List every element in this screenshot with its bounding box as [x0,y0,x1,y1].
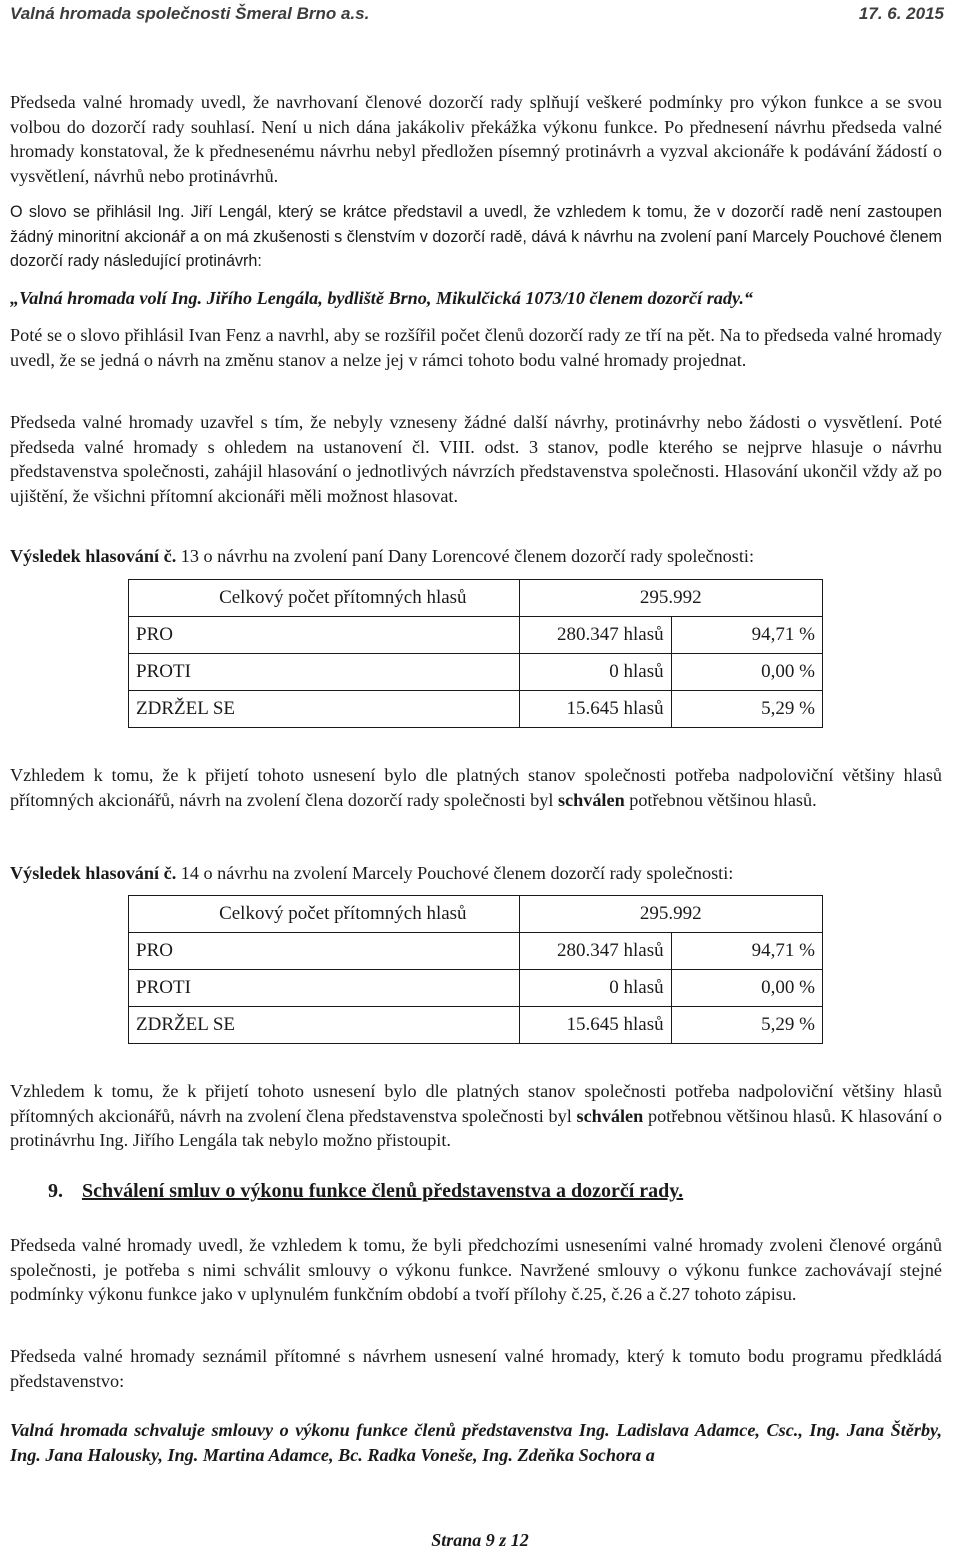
document-header-date: 17. 6. 2015 [858,4,944,23]
vote-13-result-end: potřebnou většinou hlasů. [624,789,817,810]
section-number: 9. [48,1180,63,1202]
vote-label: PROTI [129,970,520,1007]
table-row [129,617,823,654]
table-row [129,580,823,617]
paragraph-candidates-conditions: Předseda valné hromady uvedl, že navrhovaní členové dozorčí rady splňují veškeré podmínky pro výkon funkce a se svou volbou do dozorčí rady souhlasí. Není u nich dána jakákoliv překážka výkonu funkce. Po přednesení návrhu předseda valné hromady konstatoval, že k přednesenému návrhu nebyl předložen písemný protinávrh a vyzval akcionáře k podávání žádostí o vysvětlení, návrhů nebo protinávrhů. [10,92,942,186]
vote-14-result-text: Vzhledem k tomu, že k přijetí tohoto usnesení bylo dle platných stanov společnosti potřeba nadpoloviční většiny hlasů přítomných akcionářů, návrh na zvolení člena představenstva společnosti byl [10,1081,942,1126]
section-heading [48,1180,683,1203]
vote-14-heading [10,861,942,886]
section-title: Schválení smluv o výkonu funkce členů představenstva a dozorčí rady. [82,1180,684,1202]
paragraph-fenz-proposal: Poté se o slovo přihlásil Ivan Fenz a navrhl, aby se rozšířil počet členů dozorčí rady ze tří na pět. Na to předseda valné hromady uvedl, že se jedná o návrh na změnu stanov a nelze jej v rámci tohoto bodu valné hromady projednat. [10,325,942,370]
vote-13-heading [10,544,942,569]
vote-percent: 94,71 % [671,617,822,654]
vote-13-heading-lead: Výsledek hlasování č. [10,546,177,566]
paragraph-vote-14-result [10,1079,942,1153]
vote-percent: 5,29 % [671,691,822,728]
paragraph-contracts-intro: Předseda valné hromady uvedl, že vzhledem k tomu, že byli předchozími usneseními valné hromady zvoleni členové orgánů společnosti, je potřeba s nimi schválit smlouvy o výkonu funkce. Navržené smlouvy o výkonu funkce zachovávají stejné podmínky výkonu funkce jako v uplynulém funkčním období a tvoří přílohy č.25, č.26 a č.27 tohoto zápisu. [10,1235,942,1304]
vote-count: 0 hlasů [519,654,671,691]
vote-count: 280.347 hlasů [519,617,671,654]
vote-label: PROTI [129,654,520,691]
page-number: Strana 9 z 12 [431,1530,529,1550]
vote-13-result-text: Vzhledem k tomu, že k přijetí tohoto usnesení bylo dle platných stanov společnosti potřeba nadpoloviční většiny hlasů přítomných akcionářů, návrh na zvolení člena dozorčí rady společnosti byl [10,765,942,810]
table-row [129,896,823,933]
document-header-title: Valná hromada společnosti Šmeral Brno a.s. [10,4,370,23]
vote-label: PRO [129,617,520,654]
total-votes-label: Celkový počet přítomných hlasů [129,896,520,933]
vote-14-heading-text: 14 o návrhu na zvolení Marcely Pouchové členem dozorčí rady společnosti: [176,863,734,883]
paragraph-voting-procedure: Předseda valné hromady uzavřel s tím, že nebyly vzneseny žádné další návrhy, protinávrhy nebo žádosti o vysvětlení. Poté předseda valné hromady s ohledem na ustanovení čl. VIII. odst. 3 stanov, podle kterého se nejprve hlasuje o návrhu představenstva společnosti, zahájil hlasování o jednotlivých návrzích představenstva společnosti. Hlasování ukončil vždy až po ujištění, že všichni přítomní akcionáři měli možnost hlasovat. [10,412,942,506]
vote-count: 280.347 hlasů [519,933,671,970]
vote-percent: 5,29 % [671,1007,822,1044]
vote-percent: 0,00 % [671,970,822,1007]
paragraph-vote-13-result [10,763,942,812]
table-row [129,970,823,1007]
vote-14-result-end: potřebnou většinou hlasů. K hlasování o protinávrhu Ing. Jiřího Lengála tak nebylo možno přistoupit. [10,1105,942,1150]
total-votes-label: Celkový počet přítomných hlasů [129,580,520,617]
vote-14-heading-lead: Výsledek hlasování č. [10,863,177,883]
vote-count: 0 hlasů [519,970,671,1007]
table-row [129,933,823,970]
paragraph-lengal-counterproposal: O slovo se přihlásil Ing. Jiří Lengál, který se krátce představil a uvedl, že vzhledem k tomu, že v dozorčí radě není zastoupen žádný minoritní akcionář a on má zkušenosti s členstvím v dozorčí radě, dává k návrhu na zvolení paní Marcely Pouchové členem dozorčí rady následující protinávrh: [10,203,942,270]
vote-14-result-approved: schválen [576,1105,644,1126]
table-row [129,691,823,728]
paragraph-resolution-text: Valná hromada schvaluje smlouvy o výkonu funkce členů představenstva Ing. Ladislava Adamce, Csc., Ing. Jana Štěrby, Ing. Jana Halousky, Ing. Martina Adamce, Bc. Radka Voneše, Ing. Zdeňka Sochora a [10,1420,942,1465]
vote-table-13 [128,579,823,728]
vote-label: PRO [129,933,520,970]
total-votes-value: 295.992 [519,580,822,617]
table-row [129,654,823,691]
vote-label: ZDRŽEL SE [129,1007,520,1044]
paragraph-counterproposal-resolution: „Valná hromada volí Ing. Jiřího Lengála, bydliště Brno, Mikulčická 1073/10 členem dozorčí rady.“ [10,288,754,308]
vote-percent: 94,71 % [671,933,822,970]
vote-label: ZDRŽEL SE [129,691,520,728]
total-votes-value: 295.992 [519,896,822,933]
vote-table-14 [128,895,823,1044]
paragraph-resolution-intro: Předseda valné hromady seznámil přítomné s návrhem usnesení valné hromady, který k tomuto bodu programu předkládá představenstvo: [10,1346,942,1391]
vote-count: 15.645 hlasů [519,1007,671,1044]
vote-count: 15.645 hlasů [519,691,671,728]
table-row [129,1007,823,1044]
vote-percent: 0,00 % [671,654,822,691]
vote-13-result-approved: schválen [557,789,625,810]
vote-13-heading-text: 13 o návrhu na zvolení paní Dany Lorencové členem dozorčí rady společnosti: [176,546,755,566]
